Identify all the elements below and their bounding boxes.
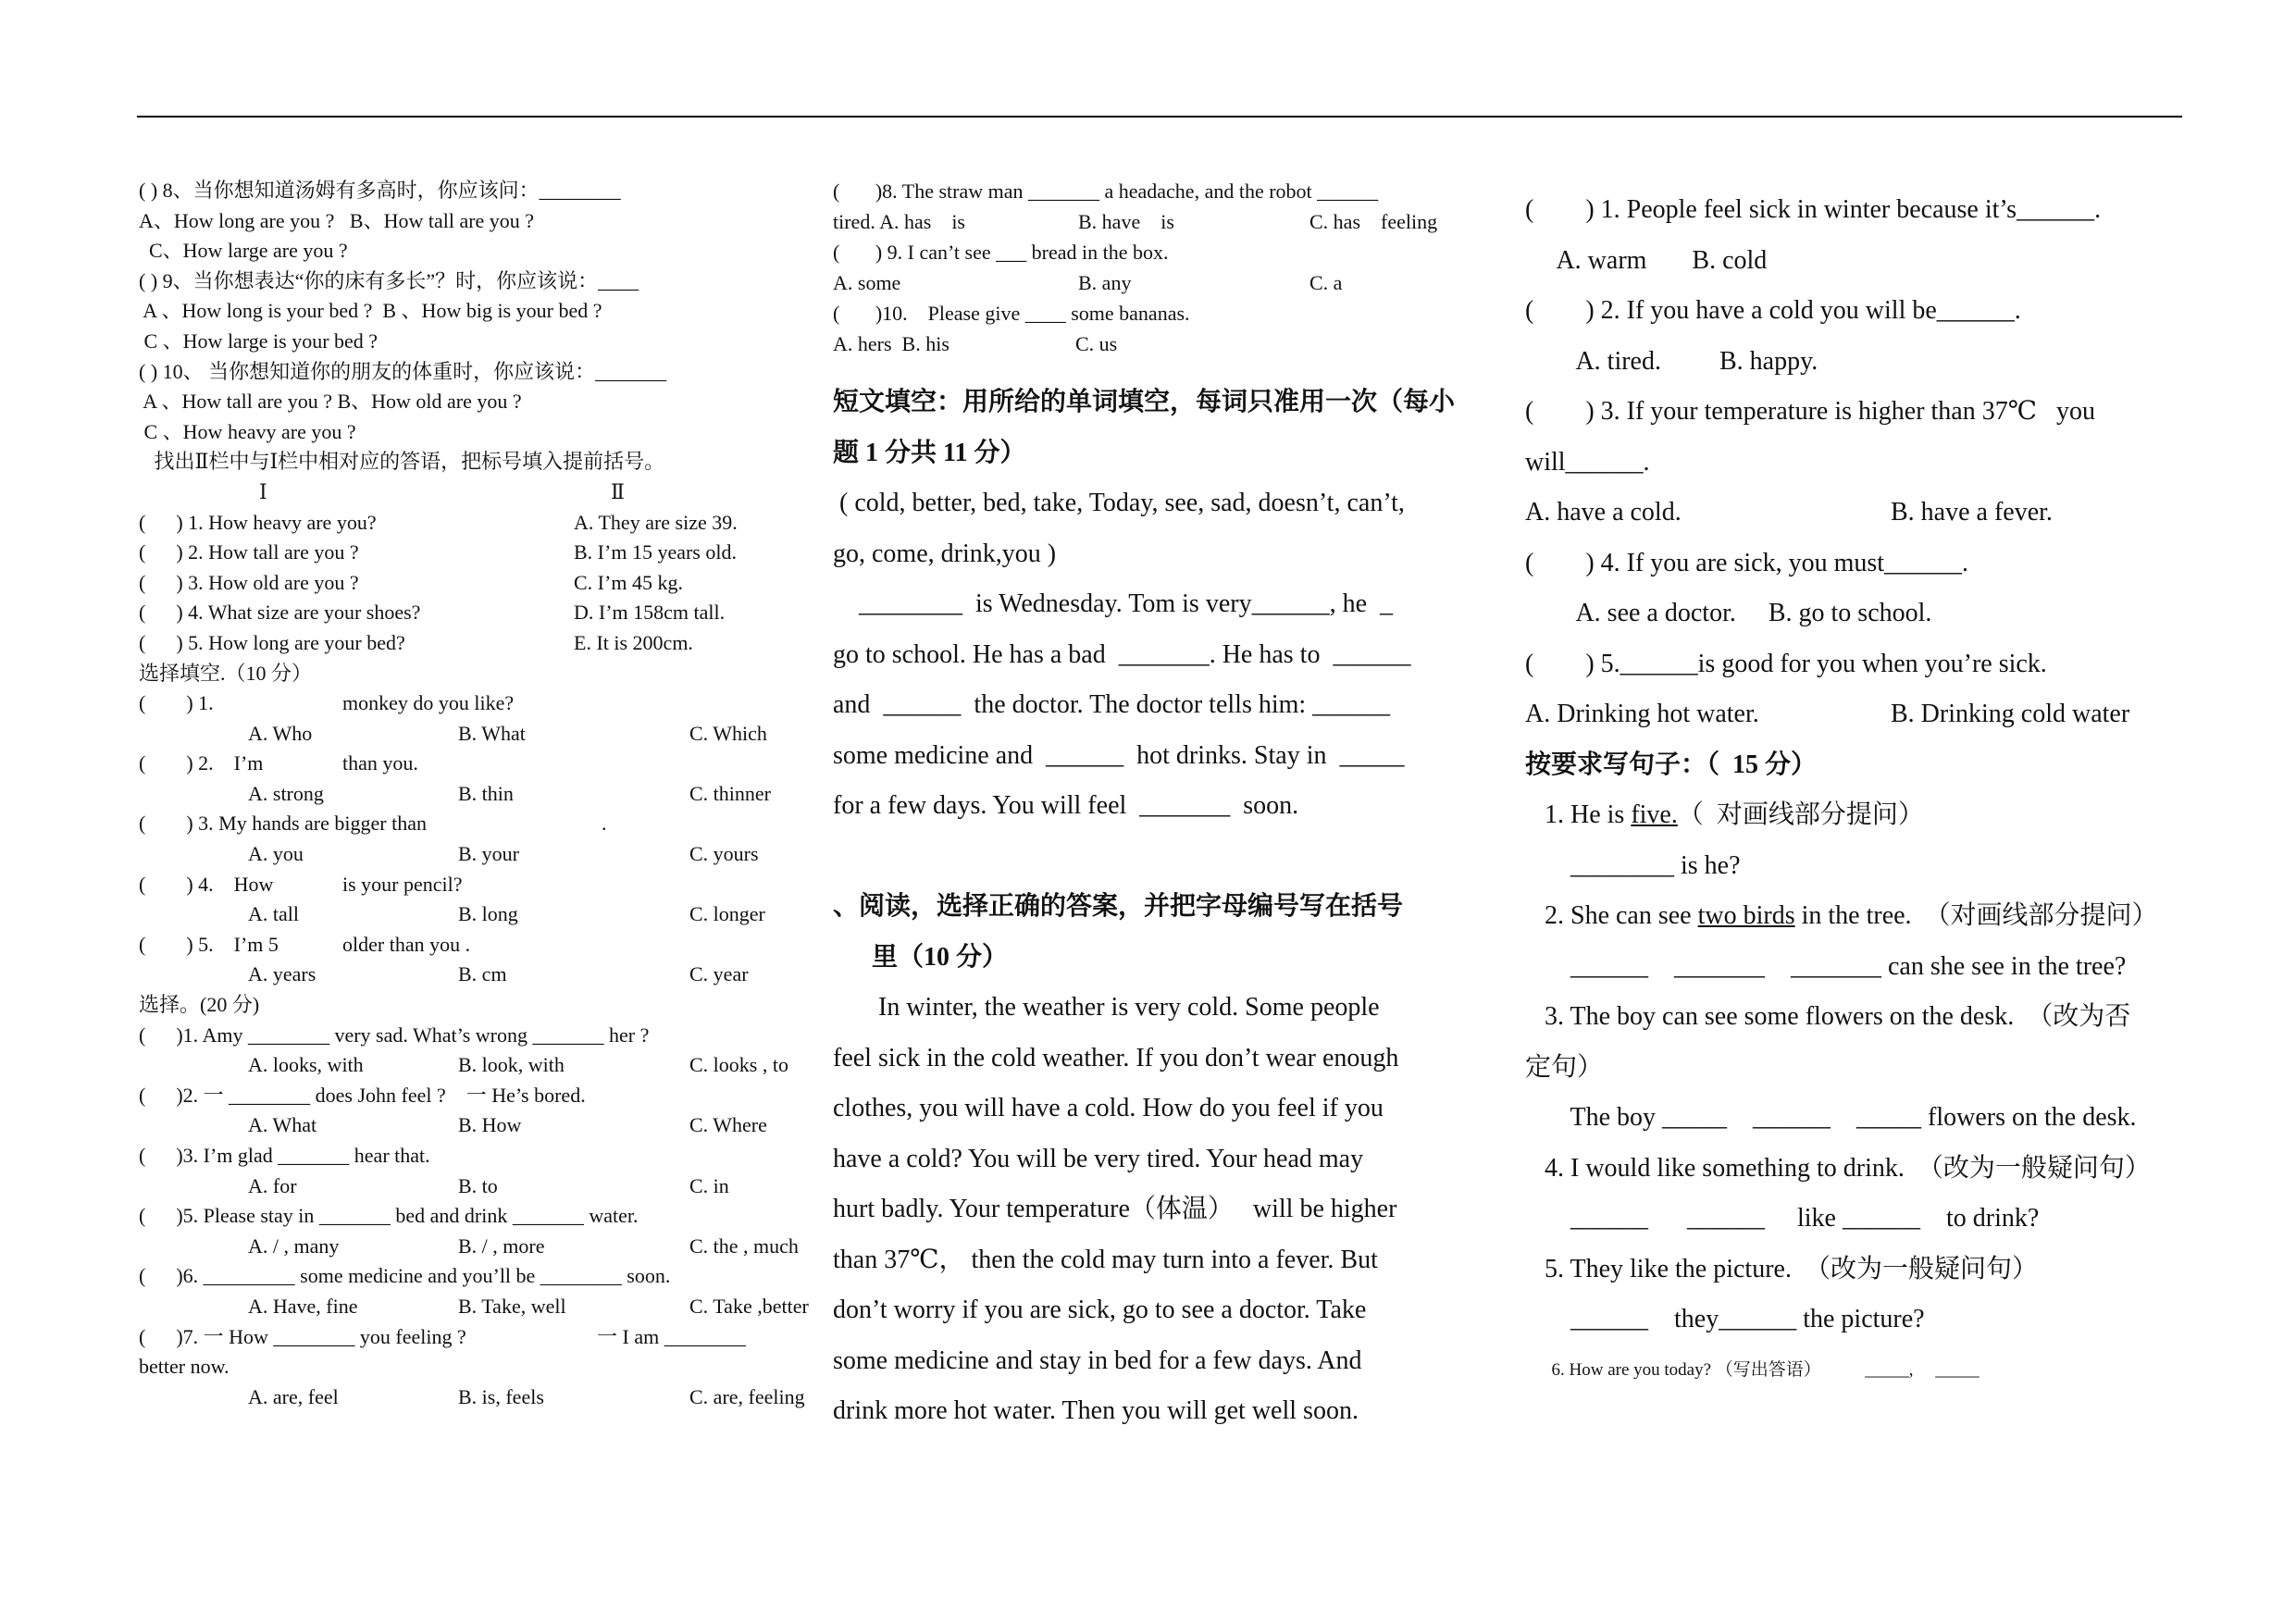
col1-segment: E. It is 200cm. bbox=[574, 630, 693, 654]
col1-segment: ( ) 8、当你想知道汤姆有多高时，你应该问：________ bbox=[139, 179, 621, 202]
spacer bbox=[833, 359, 1499, 378]
col2_main-line bbox=[833, 579, 1499, 630]
col1-segment: C 、How large is your bed ? bbox=[139, 329, 379, 353]
col1-segment: A. tall bbox=[248, 902, 299, 926]
col1-segment: B. is, feels bbox=[458, 1384, 544, 1408]
col2_top-segment: C. a bbox=[1309, 271, 1343, 294]
col1-segment: A. Have, fine bbox=[248, 1294, 358, 1318]
col3-line bbox=[1525, 992, 2191, 1043]
col1-line bbox=[139, 1201, 805, 1232]
col2_main-segment: go to school. He has a bad _______. He has to ______ bbox=[833, 639, 1411, 669]
col3-line bbox=[1525, 488, 2191, 539]
col3-segment: A. Drinking hot water. bbox=[1525, 700, 1759, 728]
col2_main-segment: ( cold, better, bed, take, Today, see, sad, doesn’t, can’t, bbox=[833, 489, 1405, 517]
col1-line bbox=[139, 779, 805, 810]
col1-segment: C. thinner bbox=[689, 781, 771, 805]
col1-segment: older than you . bbox=[342, 932, 471, 956]
col1-segment: ( )5. Please stay in _______ bed and drink _______ water. bbox=[139, 1204, 639, 1228]
col1-segment: ( )7. 一 How ________ you feeling ? bbox=[139, 1324, 466, 1348]
col3-segment: B. Drinking cold water bbox=[1891, 700, 2130, 728]
col2_top-segment: ( )10. Please give ____ some bananas. bbox=[833, 302, 1190, 325]
col1-line bbox=[139, 568, 805, 599]
col2_main-line bbox=[833, 1235, 1499, 1286]
col2_top-segment: tired. A. has is bbox=[833, 210, 965, 233]
col2_main-segment: than 37℃， then the cold may turn into a fever. But bbox=[833, 1245, 1378, 1274]
col2_top-segment: A. some bbox=[833, 271, 901, 294]
col1-line bbox=[139, 477, 805, 508]
col1-segment: better now. bbox=[139, 1355, 230, 1379]
col1-line bbox=[139, 960, 805, 990]
col1-segment: D. I’m 158cm tall. bbox=[574, 601, 726, 625]
col1-segment: is your pencil? bbox=[342, 872, 463, 896]
col2_main-segment: 题 1 分共 11 分） bbox=[833, 438, 1026, 467]
col1-segment: B. thin bbox=[458, 781, 514, 805]
col3-line bbox=[1525, 740, 2191, 791]
col3-segment: A. see a doctor. B. go to school. bbox=[1525, 599, 1932, 627]
col2_top-line bbox=[833, 237, 1499, 267]
col1-segment: A、How long are you ? B、How tall are you ? bbox=[139, 208, 535, 232]
col3-segment: ( ) 5.______is good for you when you’re sick. bbox=[1525, 649, 2047, 678]
col1-segment: B. your bbox=[458, 842, 519, 866]
col1-line bbox=[139, 1172, 805, 1202]
col2_main-segment: don’t worry if you are sick, go to see a doctor. Take bbox=[833, 1295, 1367, 1324]
col1-segment: ( ) 4. What size are your shoes? bbox=[139, 601, 421, 625]
col2_main-segment: feel sick in the cold weather. If you don’t wear enough bbox=[833, 1043, 1399, 1072]
col1-line bbox=[139, 508, 805, 539]
col3-segment: A. tired. B. happy. bbox=[1525, 346, 1818, 376]
col1-line bbox=[139, 990, 805, 1021]
col1-segment: ( ) 2. I’m bbox=[139, 751, 264, 775]
col2_main-segment: and ______ the doctor. The doctor tells him: ______ bbox=[833, 690, 1391, 719]
col1-segment: C. year bbox=[689, 962, 749, 986]
col3-line bbox=[1525, 286, 2191, 337]
col3-line bbox=[1525, 1043, 2191, 1094]
col3-line bbox=[1525, 891, 2191, 942]
col3-segment: ________ is he? bbox=[1525, 850, 1741, 880]
header-rule bbox=[137, 116, 2182, 118]
col1-segment: ( ) 9、当你想表达“你的床有多长”？时，你应该说：____ bbox=[139, 268, 639, 292]
col3-segment: A. have a cold. bbox=[1525, 498, 1682, 527]
col2_top-segment: B. have is bbox=[1078, 210, 1174, 233]
col3-segment: 按要求写句子：（ 15 分） bbox=[1525, 750, 1818, 779]
col2_main-line bbox=[833, 1336, 1499, 1387]
col3-line bbox=[1525, 790, 2191, 841]
col2_top-line bbox=[833, 206, 1499, 237]
col1-segment: B. look, with bbox=[458, 1053, 565, 1077]
col2_main-segment: some medicine and stay in bed for a few days. And bbox=[833, 1345, 1362, 1375]
col3-line bbox=[1525, 942, 2191, 993]
col2_main-line bbox=[833, 1184, 1499, 1235]
col1-line bbox=[139, 870, 805, 900]
col3-segment: 3. The boy can see some flowers on the desk. （改为否 bbox=[1525, 1002, 2131, 1031]
col1-line bbox=[139, 1352, 805, 1382]
col3-line bbox=[1525, 639, 2191, 690]
col1-line bbox=[139, 659, 805, 689]
col3-segment: 4. I would like something to drink. （改为一般疑问句） bbox=[1525, 1153, 2151, 1183]
col1-line bbox=[139, 688, 805, 719]
column-left bbox=[139, 176, 809, 1412]
col2_main-line bbox=[833, 1285, 1499, 1336]
col3-segment: ( ) 1. People feel sick in winter because it’s______. bbox=[1525, 195, 2102, 224]
col1-segment: A. They are size 39. bbox=[574, 510, 738, 534]
col1-segment: B. Take, well bbox=[458, 1294, 566, 1318]
col1-segment: A. looks, with bbox=[248, 1053, 364, 1077]
col2_top-line bbox=[833, 329, 1499, 359]
column-right bbox=[1525, 185, 2191, 1395]
col3-line bbox=[1525, 1093, 2191, 1144]
col1-line bbox=[139, 809, 805, 839]
col1-segment: Ⅰ bbox=[259, 479, 267, 503]
col2_main-line bbox=[833, 983, 1499, 1034]
col1-segment: ( ) 2. How tall are you ? bbox=[139, 540, 359, 564]
col2_main-segment: some medicine and ______ hot drinks. Stay in _____ bbox=[833, 740, 1405, 770]
col1-segment: B. to bbox=[458, 1173, 498, 1197]
col2_top-line bbox=[833, 267, 1499, 298]
col1-line bbox=[139, 598, 805, 628]
col1-line bbox=[139, 327, 805, 357]
col1-segment: B. long bbox=[458, 902, 518, 926]
col3-segment: 1. He is five.（ 对画线部分提问） bbox=[1525, 800, 1924, 829]
col1-line bbox=[139, 267, 805, 297]
col3-line bbox=[1525, 236, 2191, 287]
col2_main-line bbox=[833, 428, 1499, 479]
col2_main-line bbox=[833, 731, 1499, 782]
col3-segment: The boy _____ ______ _____ flowers on the desk. bbox=[1525, 1103, 2137, 1132]
col3-line bbox=[1525, 185, 2191, 236]
col1-segment: ( ) 1. How heavy are you? bbox=[139, 510, 377, 534]
col3-segment: 定句） bbox=[1525, 1052, 1604, 1082]
col1-segment: C 、How heavy are you ? bbox=[139, 419, 356, 443]
col1-segment: B. How bbox=[458, 1113, 522, 1137]
col2_top-segment: B. any bbox=[1078, 271, 1132, 294]
col3-segment: B. have a fever. bbox=[1891, 498, 2053, 527]
col1-segment: ( ) 1. bbox=[139, 691, 214, 715]
col3-segment: will______. bbox=[1525, 447, 1650, 477]
col2_main-segment: hurt badly. Your temperature（体温） will be higher bbox=[833, 1195, 1397, 1223]
col3-line bbox=[1525, 1194, 2191, 1245]
col1-segment: ( )2. 一 ________ does John feel ? 一 He’s bored. bbox=[139, 1083, 586, 1107]
col1-line bbox=[139, 1110, 805, 1141]
col1-segment: ( ) 5. I’m 5 bbox=[139, 932, 279, 956]
col1-segment: B. What bbox=[458, 721, 526, 745]
col1-line bbox=[139, 1141, 805, 1172]
col1-segment: ( )1. Amy ________ very sad. What’s wrong _______ her ? bbox=[139, 1023, 650, 1047]
col3-line bbox=[1525, 387, 2191, 438]
col2_top-segment: A. hers B. his bbox=[833, 332, 949, 355]
col3-line bbox=[1525, 1295, 2191, 1345]
col1-segment: C. the , much bbox=[689, 1233, 799, 1258]
col1-line bbox=[139, 176, 805, 206]
col3-segment: ______ they______ the picture? bbox=[1525, 1305, 1925, 1333]
col2_main-line bbox=[833, 882, 1499, 933]
col2_main-line bbox=[833, 1034, 1499, 1085]
col3-line bbox=[1525, 1345, 2191, 1396]
col1-segment: C. Where bbox=[689, 1113, 767, 1137]
col1-segment: A. / , many bbox=[248, 1233, 340, 1258]
col1-segment: C. yours bbox=[689, 842, 759, 866]
col3-line bbox=[1525, 689, 2191, 740]
col2_main-segment: 短文填空：用所给的单词填空，每词只准用一次（每小 bbox=[833, 388, 1456, 416]
col1-line bbox=[139, 1322, 805, 1353]
col1-line bbox=[139, 1382, 805, 1413]
col2_main-line bbox=[833, 529, 1499, 580]
col1-segment: ( ) 5. How long are your bed? bbox=[139, 630, 405, 654]
col3-segment: ( ) 3. If your temperature is higher than 37℃ you bbox=[1525, 397, 2096, 426]
col2_main-segment: 、阅读，选择正确的答案，并把字母编号写在括号 bbox=[833, 892, 1404, 921]
col1-segment: C. Take ,better bbox=[689, 1294, 809, 1318]
col1-segment: C. Which bbox=[689, 721, 767, 745]
col1-segment: ( ) 4. How bbox=[139, 872, 274, 896]
col3-line bbox=[1525, 589, 2191, 639]
col2_main-segment: clothes, you will have a cold. How do you feel if you bbox=[833, 1094, 1384, 1122]
col2_main-line bbox=[833, 781, 1499, 832]
col1-line bbox=[139, 719, 805, 750]
col2_main-segment: for a few days. You will feel _______ soon. bbox=[833, 791, 1299, 820]
col1-segment: ( )6. _________ some medicine and you’ll be ________ soon. bbox=[139, 1264, 671, 1288]
col2_main-line bbox=[833, 1084, 1499, 1134]
col3-segment: ( ) 4. If you are sick, you must______. bbox=[1525, 548, 1969, 577]
col1-line bbox=[139, 206, 805, 237]
col1-segment: C. looks , to bbox=[689, 1053, 788, 1077]
col1-line bbox=[139, 236, 805, 267]
col1-line bbox=[139, 538, 805, 568]
col1-line bbox=[139, 417, 805, 448]
col3-line bbox=[1525, 841, 2191, 892]
col1-line bbox=[139, 1050, 805, 1081]
col1-segment: A. for bbox=[248, 1173, 297, 1197]
col1-line bbox=[139, 387, 805, 417]
col1-segment: . bbox=[602, 812, 607, 836]
col1-segment: A. What bbox=[248, 1113, 317, 1137]
col1-segment: 找出Ⅱ栏中与Ⅰ栏中相对应的答语，把标号填入提前括号。 bbox=[139, 450, 665, 474]
col2_main-segment: In winter, the weather is very cold. Some people bbox=[833, 993, 1380, 1022]
column-middle bbox=[833, 176, 1499, 1437]
col3-segment: 5. They like the picture. （改为一般疑问句） bbox=[1525, 1254, 2038, 1283]
col1-segment: A. years bbox=[248, 962, 316, 986]
col2_main-segment: ________ is Wednesday. Tom is very______, he _ bbox=[833, 589, 1393, 618]
col1-segment: 选择。(20 分) bbox=[139, 993, 260, 1017]
col1-segment: C. longer bbox=[689, 902, 765, 926]
col3-segment: A. warm B. cold bbox=[1525, 245, 1768, 275]
col1-segment: 选择填空.（10 分） bbox=[139, 661, 313, 685]
col1-line bbox=[139, 357, 805, 388]
col2_main-segment: go, come, drink,you ) bbox=[833, 539, 1057, 568]
col2_main-segment: 里（10 分） bbox=[833, 942, 1009, 972]
col1-segment: Ⅱ bbox=[611, 479, 625, 503]
col2_top-segment: C. us bbox=[1075, 332, 1118, 355]
col1-line bbox=[139, 447, 805, 477]
col1-segment: A. Who bbox=[248, 721, 313, 745]
col2_top-line bbox=[833, 298, 1499, 329]
col1-segment: 一 I am ________ bbox=[597, 1324, 746, 1348]
col1-segment: A. strong bbox=[248, 781, 324, 805]
col3-segment: ______ ______ like ______ to drink? bbox=[1525, 1204, 2040, 1233]
col2_main-segment: have a cold? You will be very tired. Your head may bbox=[833, 1144, 1364, 1173]
col1-segment: B. cm bbox=[458, 962, 507, 986]
col1-line bbox=[139, 1232, 805, 1262]
col1-segment: B. / , more bbox=[458, 1233, 545, 1258]
col2_top-segment: C. has feeling bbox=[1309, 210, 1438, 233]
col1-segment: ( )3. I’m glad _______ hear that. bbox=[139, 1144, 430, 1167]
col3-segment: ( ) 2. If you have a cold you will be______. bbox=[1525, 296, 2021, 325]
col3-segment: 2. She can see two birds in the tree. （对画线部分提问） bbox=[1525, 901, 2158, 930]
col1-segment: ( ) 3. My hands are bigger than bbox=[139, 812, 427, 836]
col1-line bbox=[139, 749, 805, 779]
col1-line bbox=[139, 1021, 805, 1051]
col2_top-line bbox=[833, 176, 1499, 206]
col3-line bbox=[1525, 1245, 2191, 1295]
col1-line bbox=[139, 899, 805, 930]
col1-segment: monkey do you like? bbox=[342, 691, 515, 715]
col2_main-line bbox=[833, 630, 1499, 681]
col1-segment: A. are, feel bbox=[248, 1384, 339, 1408]
col1-segment: B. I’m 15 years old. bbox=[574, 540, 737, 564]
col1-segment: than you. bbox=[342, 751, 418, 775]
col1-segment: A 、How tall are you ? B、How old are you ? bbox=[139, 390, 522, 414]
col2_main-line bbox=[833, 378, 1499, 428]
col1-segment: C. in bbox=[689, 1173, 729, 1197]
col3-line bbox=[1525, 1144, 2191, 1195]
col1-line bbox=[139, 1261, 805, 1292]
col2_top-segment: ( )8. The straw man _______ a headache, and the robot ______ bbox=[833, 180, 1379, 203]
col2_main-segment: drink more hot water. Then you will get well soon. bbox=[833, 1396, 1359, 1425]
col3-line bbox=[1525, 539, 2191, 589]
col2_main-line bbox=[833, 933, 1499, 984]
col1-segment: A. you bbox=[248, 842, 304, 866]
col2_main-line bbox=[833, 1134, 1499, 1185]
col1-line bbox=[139, 1081, 805, 1111]
col1-line bbox=[139, 296, 805, 327]
col2_top-segment: ( ) 9. I can’t see ___ bread in the box. bbox=[833, 241, 1169, 264]
col3-line bbox=[1525, 337, 2191, 388]
col3-segment: ______ _______ _______ can she see in the tree? bbox=[1525, 951, 2127, 981]
col2_main-line bbox=[833, 832, 1499, 883]
col1-line bbox=[139, 1292, 809, 1322]
col1-segment: C. are, feeling bbox=[689, 1384, 805, 1408]
col1-segment: ( ) 10、 当你想知道你的朋友的体重时，你应该说：_______ bbox=[139, 359, 667, 383]
col2_main-line bbox=[833, 680, 1499, 731]
col3-line bbox=[1525, 438, 2191, 489]
col1-segment: C、How large are you ? bbox=[139, 239, 348, 263]
col1-line bbox=[139, 930, 805, 961]
col1-segment: ( ) 3. How old are you ? bbox=[139, 570, 359, 594]
col1-segment: A 、How long is your bed ? B 、How big is your bed ? bbox=[139, 299, 602, 323]
col1-line bbox=[139, 628, 805, 659]
col3-segment: 6. How are you today? （写出答语） _____, _____ bbox=[1525, 1359, 1980, 1380]
col1-segment: C. I’m 45 kg. bbox=[574, 570, 683, 594]
col1-line bbox=[139, 839, 805, 870]
col2_main-line bbox=[833, 478, 1499, 529]
col2_main-line bbox=[833, 1386, 1499, 1437]
